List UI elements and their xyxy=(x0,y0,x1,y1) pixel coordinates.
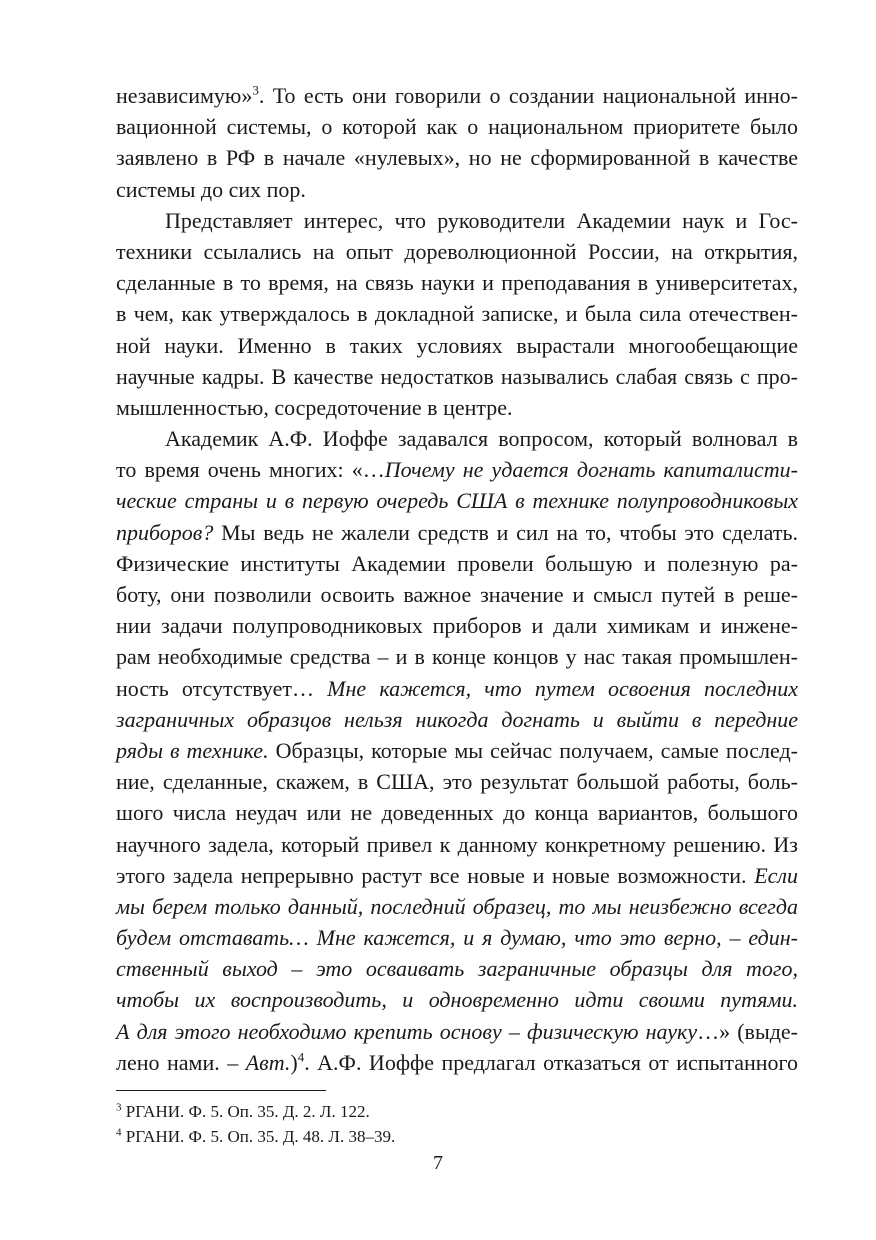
text-line xyxy=(116,579,798,610)
text-run: …» (выде- xyxy=(697,1018,799,1044)
text-run: Физические институты Академии провели большую и полезную ра- xyxy=(116,550,798,576)
text-run: заявлено в РФ в начале «нулевых», но не сформированной в качестве xyxy=(116,145,798,171)
text-line xyxy=(116,797,798,828)
text-run: техники ссылались на опыт дореволюционной России, на открытия, xyxy=(116,238,798,264)
italic-quote-text: заграничных образцов нельзя никогда догнать и выйти в передние xyxy=(116,706,798,732)
text-line xyxy=(116,641,798,672)
italic-quote-text: А для этого необходимо крепить основу – физическую науку xyxy=(116,1018,698,1044)
text-line xyxy=(116,298,798,329)
italic-quote-text: чтобы их воспроизводить, и одновременно идти своими путями. xyxy=(116,987,798,1013)
text-run: научного задела, который привел к данному конкретному решению. Из xyxy=(116,831,798,857)
text-line xyxy=(116,142,798,173)
text-line xyxy=(116,891,798,922)
text-run: . А.Ф. Иоффе предлагал отказаться от испытанного xyxy=(304,1049,798,1075)
text-run: мышленностью, сосредоточение в центре. xyxy=(116,394,513,420)
italic-quote-text: мы берем только данный, последний образец, то мы неизбежно всегда xyxy=(116,893,798,919)
text-run: вационной системы, о которой как о национальном приоритете было xyxy=(116,114,798,140)
text-line xyxy=(116,205,798,236)
text-run: научные кадры. В качестве недостатков назывались слабая связь с про- xyxy=(116,363,798,389)
text-line xyxy=(116,766,798,797)
text-line xyxy=(116,1047,798,1078)
text-line xyxy=(116,361,798,392)
text-line xyxy=(116,984,798,1015)
text-run: Академик А.Ф. Иоффе задавался вопросом, который волновал в xyxy=(165,426,798,452)
text-line xyxy=(116,610,798,641)
text-line xyxy=(116,953,798,984)
text-line xyxy=(116,485,798,516)
footnote-marker: 3 xyxy=(116,1101,122,1114)
text-run: ) xyxy=(290,1049,298,1075)
text-line xyxy=(116,829,798,860)
text-run: независимую» xyxy=(116,83,253,108)
text-run: ность отсутствует… xyxy=(116,675,328,701)
text-line xyxy=(116,267,798,298)
text-line xyxy=(116,517,798,548)
text-run: рам необходимые средства – и в конце концов у нас такая промышлен- xyxy=(116,644,798,670)
text-line xyxy=(116,922,798,953)
text-line xyxy=(116,80,798,111)
footnote-text: РГАНИ. Ф. 5. Оп. 35. Д. 2. Л. 122. xyxy=(121,1102,370,1121)
text-line xyxy=(116,111,798,142)
italic-quote-text: будем отставать… Мне кажется, и я думаю, что это верно, – един- xyxy=(116,925,798,951)
text-line xyxy=(116,1016,798,1047)
text-run: . То есть они говорили о создании национальной инно- xyxy=(258,83,798,108)
text-run: сделанные в то время, на связь науки и преподавания в университетах, xyxy=(116,270,798,296)
text-line xyxy=(116,704,798,735)
italic-quote-text: ческие страны и в первую очередь США в технике полупроводниковых xyxy=(116,488,798,514)
text-run: ние, сделанные, скажем, в США, это результат большой работы, боль- xyxy=(116,769,798,795)
text-line xyxy=(116,392,798,423)
text-run: Представляет интерес, что руководители Академии наук и Гос- xyxy=(165,207,798,233)
text-run: лено нами. – xyxy=(116,1049,246,1075)
footnote-text: РГАНИ. Ф. 5. Оп. 35. Д. 48. Л. 38–39. xyxy=(121,1127,396,1146)
footnotes xyxy=(116,1099,798,1149)
italic-quote-text: Если xyxy=(754,862,798,888)
text-line xyxy=(116,860,798,891)
text-run: нии задачи полупроводниковых приборов и дали химикам и инжене- xyxy=(116,613,798,639)
text-run: этого задела непрерывно растут все новые и новые возможности. xyxy=(116,862,755,888)
text-line xyxy=(116,174,798,205)
footnote-marker: 4 xyxy=(116,1126,122,1139)
italic-quote-text: Почему не удается догнать капиталисти- xyxy=(384,457,798,483)
text-run: в чем, как утверждалось в докладной записке, и была сила отечествен- xyxy=(116,301,798,327)
body-text xyxy=(116,80,798,1078)
text-line xyxy=(116,423,798,454)
page-number: 7 xyxy=(433,1152,443,1174)
text-run: то время очень многих: «… xyxy=(116,457,385,483)
footnote-reference: 4 xyxy=(297,1049,305,1065)
text-line xyxy=(116,548,798,579)
text-run: ной науки. Именно в таких условиях вырастали многообещающие xyxy=(116,332,798,358)
text-run: шого числа неудач или не доведенных до конца вариантов, большого xyxy=(116,800,798,826)
text-run: Образцы, которые мы сейчас получаем, самые послед- xyxy=(268,737,798,763)
text-line xyxy=(116,454,798,485)
text-run: боту, они позволили освоить важное значение и смысл путей в реше- xyxy=(116,582,798,607)
italic-quote-text: ственный выход – это осваивать заграничные образцы для того, xyxy=(116,956,798,982)
footnote-4 xyxy=(116,1124,798,1149)
text-line xyxy=(116,673,798,704)
text-line xyxy=(116,236,798,267)
footnote-3 xyxy=(116,1099,798,1124)
italic-quote-text: Мне кажется, что путем освоения последних xyxy=(327,675,798,701)
italic-quote-text: ряды в технике. xyxy=(116,737,269,763)
text-line xyxy=(116,735,798,766)
text-run: Мы ведь не жалели средств и сил на то, чтобы это сделать. xyxy=(213,519,798,545)
italic-quote-text: приборов? xyxy=(116,519,214,545)
text-run: системы до сих пор. xyxy=(116,176,306,202)
footnote-separator xyxy=(116,1090,326,1091)
italic-quote-text: Авт. xyxy=(245,1049,291,1075)
footnote-reference: 3 xyxy=(252,82,259,98)
text-line xyxy=(116,330,798,361)
